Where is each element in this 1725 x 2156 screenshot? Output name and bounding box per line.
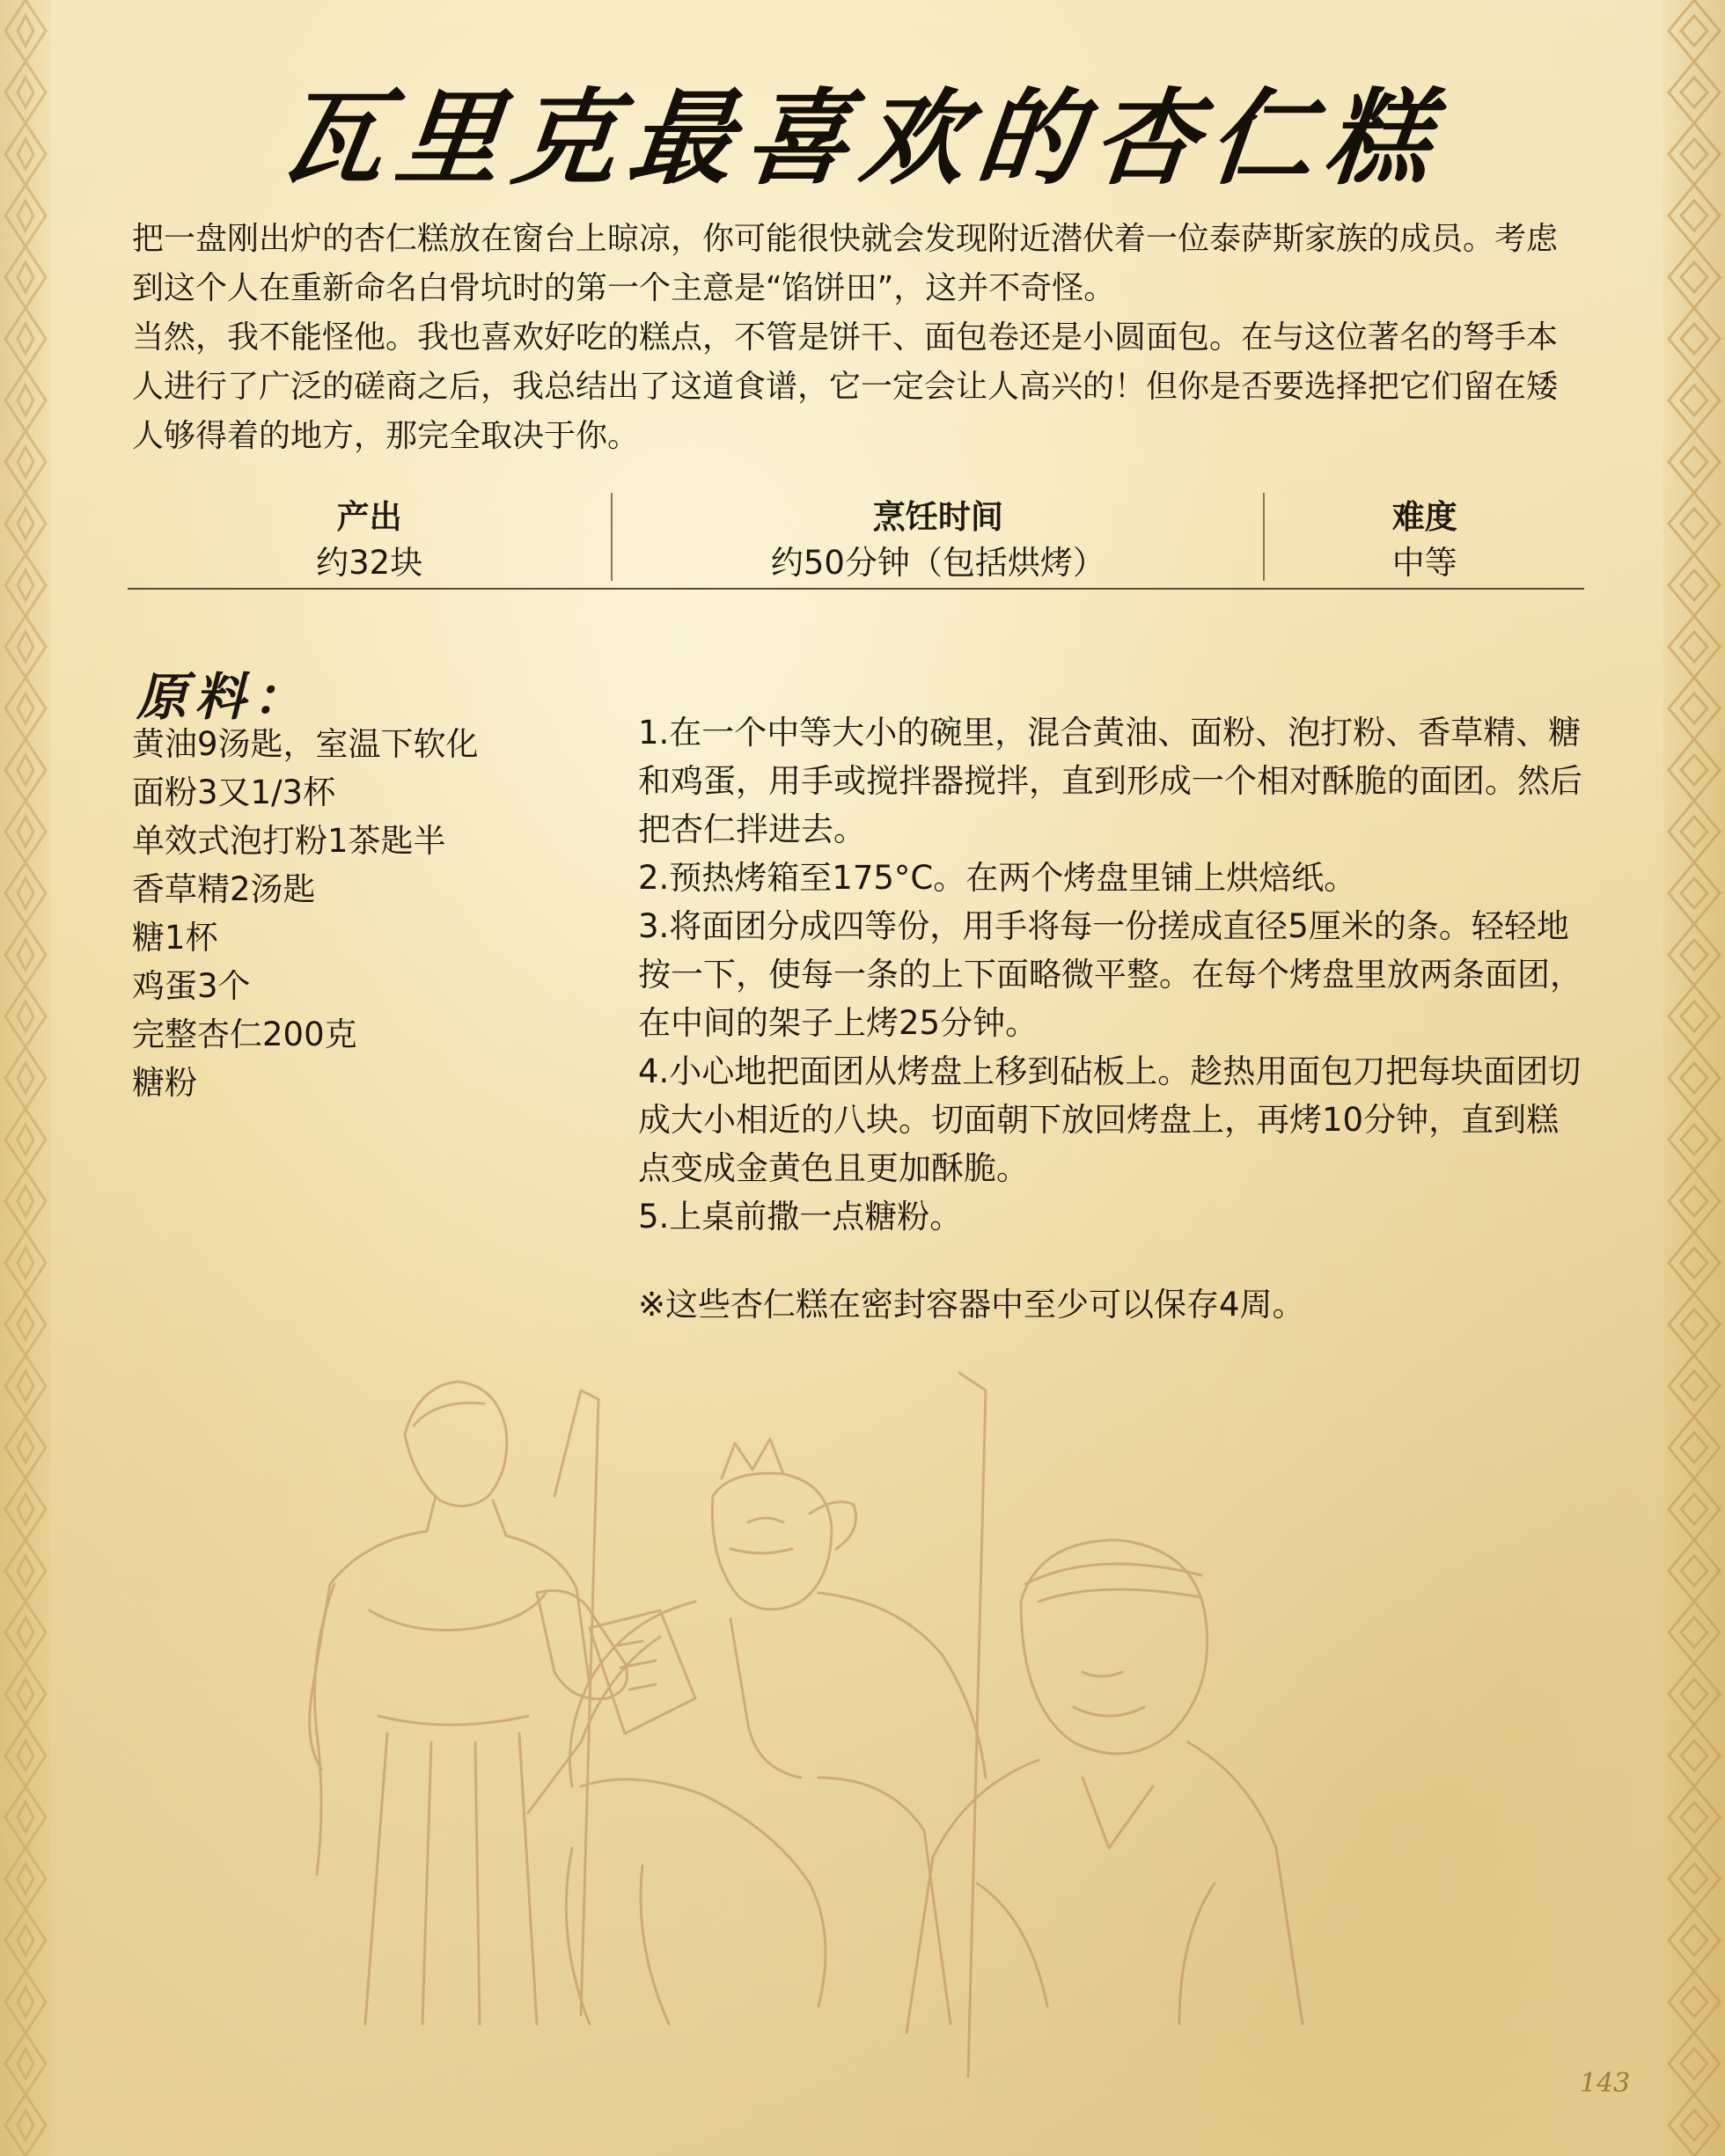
stat-difficulty — [1263, 493, 1584, 581]
page-number: 143 — [1580, 2068, 1631, 2099]
step-item: 2.预热烤箱至175°C。在两个烤盘里铺上烘焙纸。 — [638, 859, 1357, 897]
stat-value: 中等 — [1391, 544, 1457, 582]
ingredient-item: 完整杏仁200克 — [132, 1016, 357, 1053]
instruction-steps — [638, 708, 1584, 1241]
ingredient-item: 香草精2汤匙 — [132, 870, 316, 908]
ingredients-heading: 原料： — [136, 667, 312, 727]
intro-text — [132, 215, 1575, 461]
ingredient-item: 面粉3又1/3杯 — [132, 774, 336, 811]
step-item: 4.小心地把面团从烤盘上移到砧板上。趁热用面包刀把每块面团切成大小相近的八块。切面朝下放回烤盘上，再烤10分钟，直到糕点变成金黄色且更加酥脆。 — [638, 1052, 1582, 1187]
intro-paragraph-2: 当然，我不能怪他。我也喜欢好吃的糕点，不管是饼干、面包卷还是小圆面包。在与这位著名的弩手本人进行了广泛的磋商之后，我总结出了这道食谱，它一定会让人高兴的！但你是否要选择把它们留在矮人够得着的地方，那完全取决于你。 — [132, 319, 1559, 454]
ingredients-list — [132, 720, 479, 1107]
intro-paragraph-1: 把一盘刚出炉的杏仁糕放在窗台上晾凉，你可能很快就会发现附近潜伏着一位泰萨斯家族的成员。考虑到这个人在重新命名白骨坑时的第一个主意是“馅饼田”，这并不奇怪。 — [132, 221, 1559, 306]
stat-label: 烹饪时间 — [872, 498, 1003, 536]
right-ornament-border — [1663, 0, 1725, 2156]
stat-value: 约32块 — [316, 544, 423, 582]
storage-note: ※这些杏仁糕在密封容器中至少可以保存4周。 — [638, 1286, 1305, 1324]
stat-yield — [128, 493, 611, 581]
step-item: 1.在一个中等大小的碗里，混合黄油、面粉、泡打粉、香草精、糖和鸡蛋，用手或搅拌器搅拌，直到形成一个相对酥脆的面团。然后把杏仁拌进去。 — [638, 714, 1582, 848]
ingredient-item: 糖1杯 — [132, 919, 218, 957]
character-sketch-illustration — [202, 1320, 1347, 2112]
step-item: 3.将面团分成四等份，用手将每一份搓成直径5厘米的条。轻轻地按一下，使每一条的上下面略微平整。在每个烤盘里放两条面团，在中间的架子上烤25分钟。 — [638, 907, 1582, 1042]
left-ornament-border — [0, 0, 51, 2156]
stat-value: 约50分钟（包括烘烤） — [770, 544, 1105, 582]
recipe-title: 瓦里克最喜欢的杏仁糕 — [274, 77, 1450, 199]
recipe-stats-table — [128, 493, 1584, 590]
stat-label: 产出 — [336, 498, 402, 536]
ingredient-item: 糖粉 — [132, 1064, 197, 1102]
stat-cook-time — [611, 493, 1263, 581]
step-item: 5.上桌前撒一点糖粉。 — [638, 1198, 963, 1236]
ingredient-item: 黄油9汤匙，室温下软化 — [132, 725, 479, 763]
ingredient-item: 鸡蛋3个 — [132, 967, 251, 1005]
stat-label: 难度 — [1391, 498, 1457, 536]
ingredient-item: 单效式泡打粉1茶匙半 — [132, 822, 446, 860]
